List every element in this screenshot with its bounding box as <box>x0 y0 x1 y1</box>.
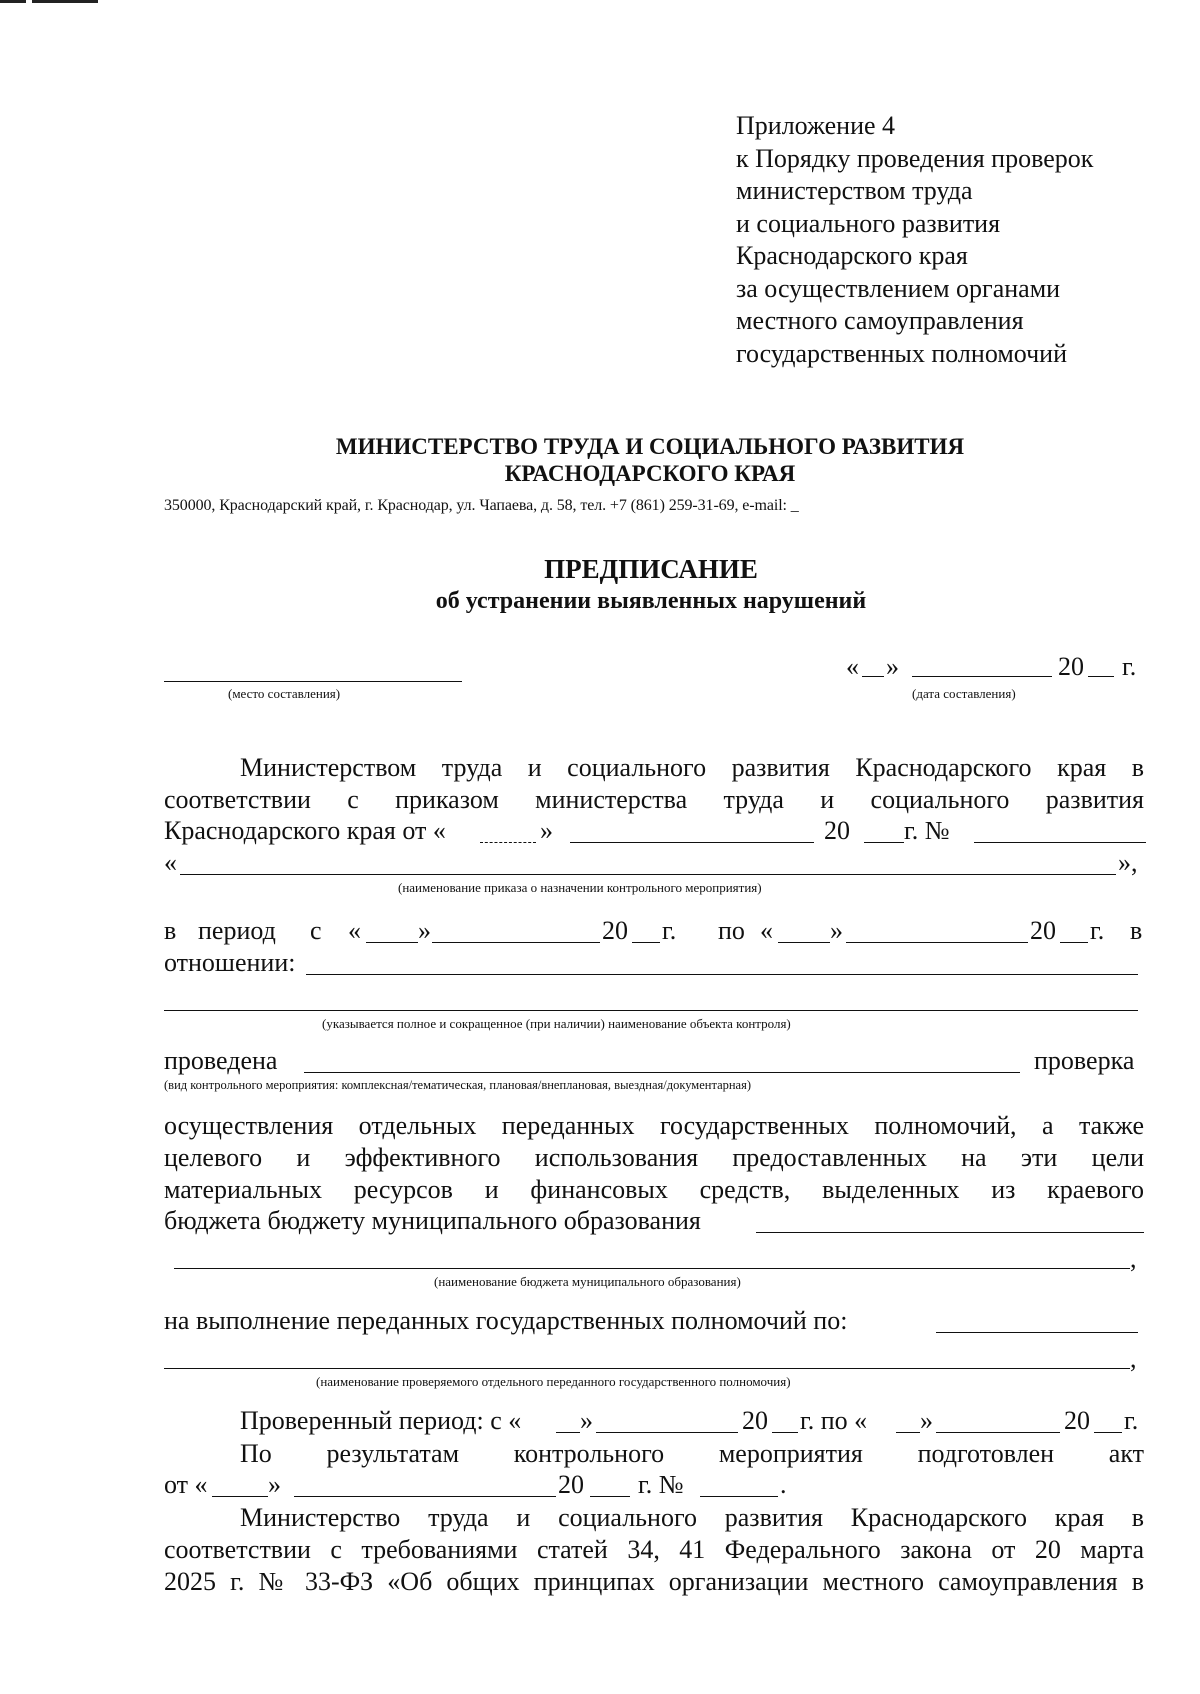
order-number-label: г. № <box>904 816 950 845</box>
document-title: ПРЕДПИСАНИЕ <box>544 554 758 584</box>
order-month-blank <box>570 842 814 843</box>
order-name-blank <box>180 874 1116 875</box>
paragraph-line: Министерство труда и социального развития Краснодарского края в <box>240 1503 1144 1532</box>
period-day-blank-2 <box>778 942 830 943</box>
date-open: « <box>846 652 859 681</box>
budget-comma: , <box>1130 1244 1137 1273</box>
act-month-blank <box>294 1496 556 1497</box>
checked-day-blank-1 <box>556 1432 580 1433</box>
powers-text: на выполнение переданных государственных полномочий по: <box>164 1306 848 1335</box>
object-caption: (указывается полное и сокращенное (при наличии) наименование объекта контроля) <box>322 1016 791 1031</box>
checked-period-label: Проверенный период: с « <box>240 1406 522 1435</box>
paragraph-line: осуществления отдельных переданных государственных полномочий, а также <box>164 1111 1144 1140</box>
act-number-blank <box>700 1496 778 1497</box>
period-g-1: г. <box>662 916 677 945</box>
appendix-line: и социального развития <box>736 208 1001 238</box>
appendix-line: к Порядку проведения проверок <box>736 143 1094 173</box>
check-label: проверка <box>1034 1046 1135 1075</box>
appendix-line: местного самоуправления <box>736 306 1024 335</box>
act-close: » <box>268 1470 281 1499</box>
ministry-name-line: МИНИСТЕРСТВО ТРУДА И СОЦИАЛЬНОГО РАЗВИТИЯ <box>335 434 965 459</box>
period-po: по <box>718 916 745 945</box>
date-year-prefix: 20 <box>1058 652 1084 681</box>
power-name-blank <box>164 1368 1130 1369</box>
appendix-line: Краснодарского края <box>736 241 968 270</box>
period-g-2: г. <box>1090 916 1105 945</box>
appendix-block <box>736 110 1093 370</box>
order-number-blank <box>974 842 1146 843</box>
period-v: в <box>164 916 177 945</box>
checked-month-blank-2 <box>936 1432 1060 1433</box>
relation-blank <box>306 974 1138 975</box>
power-caption: (наименование проверяемого отдельного переданного государственного полномочия) <box>316 1374 791 1389</box>
date-year-suffix: г. <box>1122 652 1137 681</box>
checked-year-prefix-2: 20 <box>1064 1406 1090 1435</box>
date-year-blank <box>1088 676 1114 677</box>
act-year-prefix: 20 <box>558 1470 584 1499</box>
act-year-blank <box>590 1496 630 1497</box>
scan-mark <box>32 0 98 3</box>
order-date-text: Краснодарского края от « <box>164 816 446 845</box>
period-month-blank-2 <box>846 942 1028 943</box>
budget-blank <box>174 1268 1130 1269</box>
checked-day-blank-2 <box>896 1432 920 1433</box>
checked-close-1: » <box>580 1406 593 1435</box>
act-from-label: от « <box>164 1470 208 1499</box>
paragraph-line: целевого и эффективного использования предоставленных на эти цели <box>164 1143 1144 1172</box>
place-blank <box>164 681 462 682</box>
conducted-label: проведена <box>164 1046 278 1075</box>
checked-year-blank-2 <box>1094 1432 1122 1433</box>
budget-caption: (наименование бюджета муниципального образования) <box>434 1274 741 1289</box>
paragraph-line: соответствии с приказом министерства труда и социального развития <box>164 785 1144 814</box>
order-name-open: « <box>164 848 177 877</box>
period-v-2: в <box>1130 916 1143 945</box>
act-period: . <box>780 1470 787 1499</box>
appendix-line: государственных полномочий <box>736 338 1068 368</box>
period-open-1: « <box>348 916 361 945</box>
order-date-close: » <box>540 816 553 845</box>
check-type-blank <box>304 1072 1020 1073</box>
scan-mark <box>0 0 26 3</box>
paragraph-line: бюджета бюджету муниципального образования <box>164 1206 701 1235</box>
relation-label: отношении: <box>164 948 296 977</box>
period-day-blank-1 <box>366 942 418 943</box>
document-subtitle: об устранении выявленных нарушений <box>435 588 867 614</box>
checked-to-label: г. по « <box>800 1406 868 1435</box>
ministry-header <box>0 433 1200 487</box>
object-blank <box>164 1010 1138 1011</box>
appendix-line: министерством труда <box>736 176 973 205</box>
date-month-blank <box>912 676 1052 677</box>
check-type-caption: (вид контрольного мероприятия: комплексная/тематическая, плановая/внеплановая, выездная/документарная) <box>164 1078 752 1092</box>
paragraph-line: Министерством труда и социального развития Краснодарского края в <box>240 753 1144 782</box>
ministry-address: 350000, Краснодарский край, г. Краснодар, ул. Чапаева, д. 58, тел. +7 (861) 259-31-69, e-mail: _ <box>164 497 799 514</box>
order-year-prefix: 20 <box>824 816 850 845</box>
place-caption: (место составления) <box>228 686 341 701</box>
paragraph-line: 2025 г. № 33-ФЗ «Об общих принципах организации местного самоуправления в <box>164 1567 1144 1596</box>
act-line: По результатам контрольного мероприятия подготовлен акт <box>240 1439 1144 1468</box>
period-year-prefix-2: 20 <box>1030 916 1056 945</box>
act-day-blank <box>212 1496 268 1497</box>
date-caption: (дата составления) <box>912 686 1016 701</box>
period-open-2: « <box>760 916 773 945</box>
act-number-label: г. № <box>638 1470 684 1499</box>
period-close-2: » <box>830 916 843 945</box>
order-year-blank <box>864 842 904 843</box>
checked-year-blank-1 <box>772 1432 798 1433</box>
order-name-close: », <box>1118 848 1138 877</box>
appendix-line: за осуществлением органами <box>736 273 1061 303</box>
checked-g: г. <box>1124 1406 1139 1435</box>
powers-blank <box>936 1332 1138 1333</box>
period-month-blank-1 <box>432 942 600 943</box>
period-year-blank-1 <box>632 942 660 943</box>
date-day-blank <box>862 676 884 677</box>
period-year-blank-2 <box>1060 942 1088 943</box>
order-caption: (наименование приказа о назначении контрольного мероприятия) <box>398 880 762 895</box>
appendix-line: Приложение 4 <box>736 111 896 140</box>
checked-month-blank-1 <box>596 1432 738 1433</box>
order-day-blank <box>480 842 536 843</box>
ministry-name-line: КРАСНОДАРСКОГО КРАЯ <box>504 461 796 486</box>
date-close: » <box>886 652 899 681</box>
period-year-prefix-1: 20 <box>602 916 628 945</box>
checked-year-prefix-1: 20 <box>742 1406 768 1435</box>
period-close-1: » <box>418 916 431 945</box>
period-s: с <box>310 916 322 945</box>
paragraph-line: материальных ресурсов и финансовых средств, выделенных из краевого <box>164 1175 1144 1204</box>
power-comma: , <box>1130 1344 1137 1373</box>
paragraph-line: соответствии с требованиями статей 34, 41 Федерального закона от 20 марта <box>164 1535 1144 1564</box>
municipality-blank <box>756 1232 1144 1233</box>
period-word: период <box>198 916 276 945</box>
checked-close-2: » <box>920 1406 933 1435</box>
